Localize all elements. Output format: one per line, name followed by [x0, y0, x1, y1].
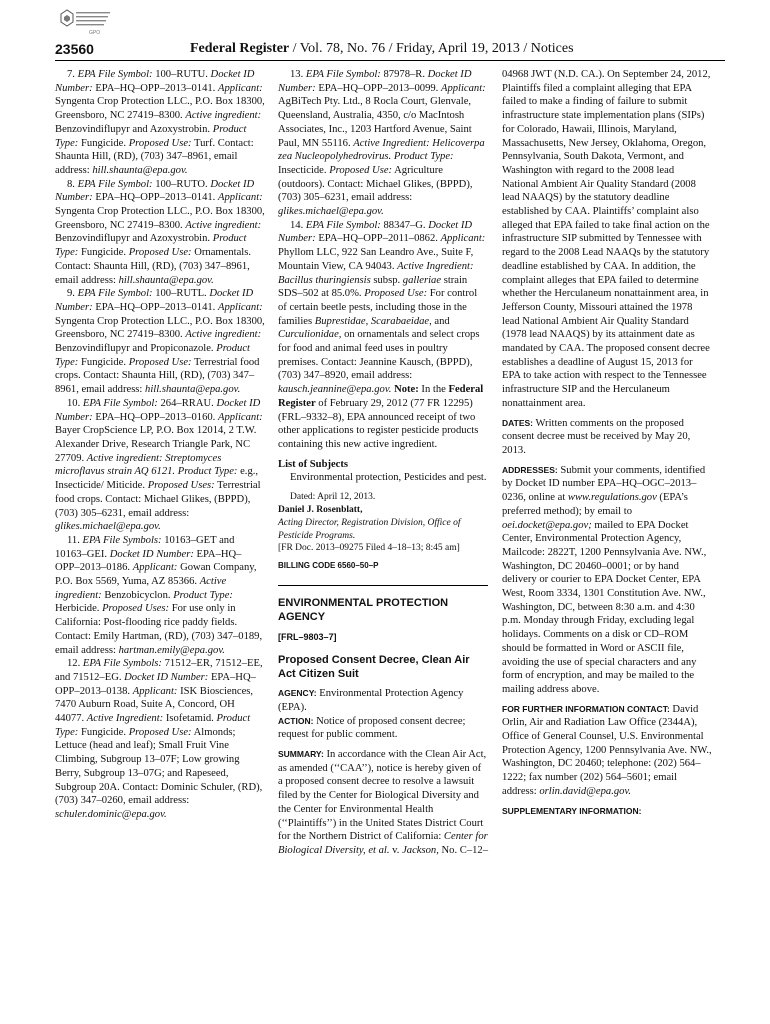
list-item: 8. EPA File Symbol: 100–RUTO. Docket ID Number: EPA–HQ–OPP–2013–0141. Applicant: Syngenta Crop Protection LLC., P.O. Box 18300, Greensboro, NC 27419–8300. Active ingredient: Benzovindiflupyr and Azoxystrobin. Product Type: Fungicide. Proposed Use: Ornamentals. Contact: Shaunta Hill, (RD), (703) 347–8961, email address: hill.shaunta@epa.gov.	[55, 178, 265, 286]
summary-continued: 04968 JWT (N.D. CA.). On September 24, 2012, Plaintiffs filed a complaint alleging that EPA failed to make a finding of failure to submit infrastructure state implementation plans (SIPs) for Colorado, Hawaii, Illinois, Maryland, Massachusetts, New Jersey, Oklahoma, Oregon, Pennsylvania, South Dakota, Vermont, and Washington with regard to the 2008 lead National Ambient Air Quality Standard (2008 lead NAAQS) by the statutory deadline established by CAA. Plaintiffs’ complaint also alleged that EPA failed to take final action on the infrastructure SIP submitted by Tennessee with regard to the 2008 Lead NAAQs by the statutory deadline established by CAA. In addition, the complaint alleges that EPA failed to determine whether the Herculaneum nonattainment area, in Jefferson County, Missouri attained the 1978 lead National Ambient Air Quality Standard (1978 lead NAAQS) by its attainment date as mandated by CAA. The proposed consent decree establishes a deadline of August 15, 2013 for EPA to take action with respect to the Tennessee infrastructure SIP and the Herculaneum nonattainment area.	[502, 69, 711, 409]
billing-code: BILLING CODE 6560–50–P	[278, 560, 379, 570]
frl-number: [FRL–9803–7]	[278, 631, 337, 642]
agency-section: AGENCY: Environmental Protection Agency (EPA).	[278, 688, 464, 713]
email-address[interactable]: glikes.michael@epa.gov.	[278, 206, 384, 218]
document-title: Proposed Consent Decree, Clean Air Act Citizen Suit	[278, 654, 470, 681]
summary-section: SUMMARY: In accordance with the Clean Air Act, as amended (‘‘CAA’’), notice is hereby given of a proposed consent decree to resolve a lawsuit filed by the Center for Biological Diversity and the Center for Environmental Health (‘‘Plaintiffs’’) in the United States District Court for the Northern District of California: Center for Biological Diversity, et al. v. Jackson, No. C–12–	[278, 749, 489, 856]
column-1	[55, 68, 265, 822]
supplementary-heading: SUPPLEMENTARY INFORMATION:	[502, 805, 642, 816]
email-address[interactable]: glikes.michael@epa.gov.	[55, 521, 161, 533]
email-address[interactable]: hill.shaunta@epa.gov.	[118, 274, 214, 286]
email-address[interactable]: schuler.dominic@epa.gov.	[55, 808, 167, 820]
issue-citation: / Vol. 78, No. 76 / Friday, April 19, 2013 / Notices	[289, 41, 574, 56]
list-item: 12. EPA File Symbols: 71512–ER, 71512–EE, and 71512–EG. Docket ID Number: EPA–HQ–OPP–2013–0138. Applicant: ISK Biosciences, 7470 Auburn Road, Suite A, Concord, OH 44077. Active Ingredient: Isofetamid. Product Type: Fungicide. Proposed Use: Almonds; Lettuce (head and leaf); Small Fruit Vine Climbing, Subgroup 13–07F; Low growing Berry, Subgroup 13–07G; and Rapeseed, Subgroup 20A. Contact: Dominic Schuler, (RD), (703) 347–0260, email address: schuler.dominic@epa.gov.	[55, 658, 263, 820]
email-address[interactable]: oei.docket@epa.gov;	[502, 519, 592, 531]
list-item: 14. EPA File Symbol: 88347–G. Docket ID Number: EPA–HQ–OPP–2011–0862. Applicant: Phyllom LLC, 922 San Leandro Ave., Suite F, Mountain View, CA 94043. Active Ingredient: Bacillus thuringiensis subsp. galleriae strain SDS–502 at 85.0%. Proposed Use: For control of certain beetle pests, including those in the families Buprestidae, Scarabaeidae, and Curculionidae, on ornamentals and select crops for food and animal feed uses in poultry premises. Contact: Jeannine Kausch, (BPPD), (703) 347–8920, email address: kausch.jeannine@epa.gov. Note: In the Federal Register of February 29, 2012 (77 FR 12295)(FRL–9332–8), EPA announced receipt of two other applications to register pesticide products containing this new active ingredient.	[278, 219, 486, 450]
gpo-authentication-logo	[55, 8, 113, 38]
email-address[interactable]: orlin.david@epa.gov.	[539, 785, 632, 797]
addresses-section: ADDRESSES: Submit your comments, identified by Docket ID number EPA–HQ–OGC–2013–0236, online at www.regulations.gov (EPA’s preferred method); by email to oei.docket@epa.gov; mailed to EPA Docket Center, Environmental Protection Agency, Mailcode: 2822T, 1200 Pennsylvania Ave. NW., Washington, DC 20460–0001; or by hand delivery or courier to EPA Docket Center, EPA West, Room 3334, 1301 Constitution Ave. NW., Washington, DC, between 8:30 a.m. and 4:30 p.m. Monday through Friday, excluding legal holidays. Comments on a disk or CD–ROM should be formatted in Word or ASCII file, avoiding the use of special characters and any form of encryption, and may be mailed to the mailing address above.	[502, 464, 707, 695]
regulations-link[interactable]: www.regulations.gov	[567, 492, 657, 504]
email-address[interactable]: hartman.emily@epa.gov.	[118, 644, 225, 656]
list-item: 9. EPA File Symbol: 100–RUTL. Docket ID Number: EPA–HQ–OPP–2013–0141. Applicant: Syngenta Crop Protection LLC., P.O. Box 18300, Greensboro, NC 27419–8300. Active ingredient: Benzovindiflupyr and Propiconazole. Product Type: Fungicide. Proposed Use: Terrestrial food crops. Contact: Shaunta Hill, (RD), (703) 347–8961, email address: hill.shaunta@epa.gov.	[55, 288, 265, 396]
logo-gpo-text: GPO	[89, 30, 101, 36]
column-2	[278, 68, 488, 858]
action-section: ACTION: Notice of proposed consent decree; request for public comment.	[278, 715, 466, 741]
publication-name: Federal Register	[190, 41, 290, 56]
subjects-text: Environmental protection, Pesticides and pest.	[290, 472, 487, 484]
list-item: 7. EPA File Symbol: 100–RUTU. Docket ID Number: EPA–HQ–OPP–2013–0141. Applicant: Syngenta Crop Protection LLC., P.O. Box 18300, Greensboro, NC 27419–8300. Active ingredient: Benzovindiflupyr and Azoxystrobin. Product Type: Fungicide. Proposed Use: Turf. Contact: Shaunta Hill, (RD), (703) 347–8961, email address: hill.shaunta@epa.gov.	[55, 69, 265, 176]
running-header	[190, 41, 574, 57]
fr-doc-line: [FR Doc. 2013–09275 Filed 4–18–13; 8:45 am]	[278, 543, 460, 554]
signer-name: Daniel J. Rosenblatt,	[278, 504, 363, 515]
agency-name: ENVIRONMENTAL PROTECTION AGENCY	[278, 596, 449, 623]
email-address[interactable]: kausch.jeannine@epa.gov.	[278, 384, 392, 396]
section-divider	[278, 585, 488, 586]
list-of-subjects-heading: List of Subjects	[278, 458, 349, 470]
page-number: 23560	[55, 41, 94, 57]
header-rule	[55, 60, 725, 61]
dated-line: Dated: April 12, 2013.	[290, 492, 376, 503]
list-item: 10. EPA File Symbol: 264–RRAU. Docket ID Number: EPA–HQ–OPP–2013–0160. Applicant: Bayer CropScience LP, P.O. Box 12014, 2 T.W. Alexander Drive, Research Triangle Park, NC 27709. Active ingredient: Streptomyces microflavus strain AQ 6121. Product Type: e.g., Insecticide/ Miticide. Proposed Uses: Terrestrial food crops. Contact: Michael Glikes, (BPPD), (703) 305–6231, email address: glikes.michael@epa.gov.	[55, 397, 263, 533]
email-address[interactable]: hill.shaunta@epa.gov.	[145, 384, 241, 396]
list-item: 11. EPA File Symbols: 10163–GET and 10163–GEI. Docket ID Number: EPA–HQ–OPP–2013–0186. Applicant: Gowan Company, P.O. Box 5569, Yuma, AZ 85366. Active ingredient: Benzobicyclon. Product Type: Herbicide. Proposed Uses: For use only in California: Post-flooding rice paddy fields. Contact: Emily Hartman, (RD), (703) 347–0189, email address: hartman.emily@epa.gov.	[55, 534, 263, 656]
list-item: 13. EPA File Symbol: 87978–R. Docket ID Number: EPA–HQ–OPP–2013–0099. Applicant: AgBiTech Pty. Ltd., 8 Rocla Court, Glenvale, Queensland, Australia, 4350, c/o MacIntosh Associates, Inc., 1203 Hartford Avenue, Saint Paul, MN 55116. Active Ingredient: Helicoverpa zea Nucleopolyhedrovirus. Product Type: Insecticide. Proposed Use: Agriculture (outdoors). Contact: Michael Glikes, (BPPD), (703) 305–6231, email address: glikes.michael@epa.gov.	[278, 69, 486, 218]
email-address[interactable]: hill.shaunta@epa.gov.	[92, 164, 188, 176]
signer-title: Acting Director, Registration Division, Office of Pesticide Programs.	[278, 518, 461, 541]
contact-section: FOR FURTHER INFORMATION CONTACT: David Orlin, Air and Radiation Law Office (2344A), Office of General Counsel, U.S. Environmental Protection Agency, 1200 Pennsylvania Ave. NW., Washington, DC 20460; telephone: (202) 564–1222; fax number (202) 564–5601; email address: orlin.david@epa.gov.	[502, 703, 712, 797]
column-3	[502, 68, 712, 818]
dates-section: DATES: Written comments on the proposed consent decree must be received by May 20, 2013.	[502, 417, 691, 456]
